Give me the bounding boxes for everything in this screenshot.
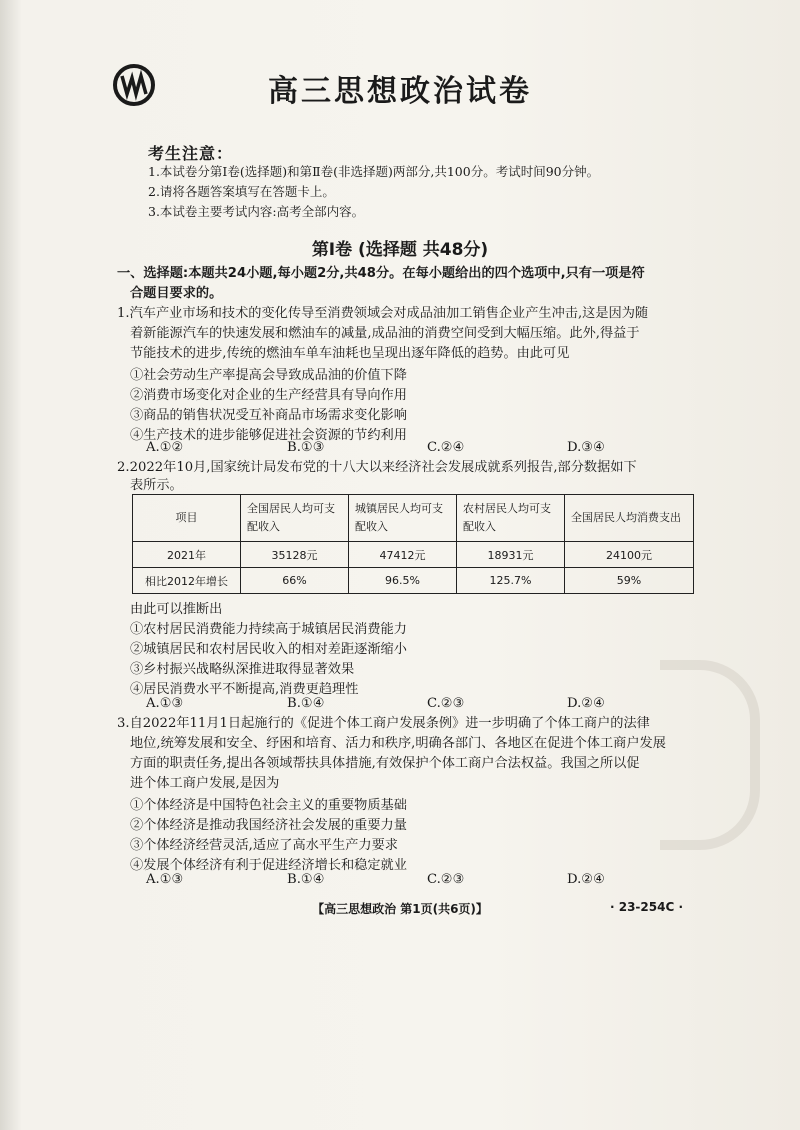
- q1-option-a: A.①②: [146, 440, 184, 455]
- table-header-cell: 全国居民人均消费支出: [565, 495, 694, 542]
- q3-stem-line: 方面的职责任务,提出各领域帮扶具体措施,有效保护个体工商户合法权益。我国之所以促: [130, 756, 640, 771]
- q2-stem-line: 2.2022年10月,国家统计局发布党的十八大以来经济社会发展成就系列报告,部分数据如下: [117, 460, 637, 475]
- q3-statement: ①个体经济是中国特色社会主义的重要物质基础: [130, 798, 407, 813]
- table-cell: 24100元: [565, 542, 694, 568]
- table-header-cell: 城镇居民人均可支配收入: [349, 495, 457, 542]
- table-cell: 96.5%: [349, 568, 457, 594]
- q3-stem-line: 地位,统筹发展和安全、纾困和培育、活力和秩序,明确各部门、各地区在促进个体工商户发展: [130, 736, 666, 751]
- q2-lead: 由此可以推断出: [130, 602, 223, 617]
- q1-option-c: C.②④: [427, 440, 465, 455]
- q2-statement: ③乡村振兴战略纵深推进取得显著效果: [130, 662, 355, 677]
- table-cell: 18931元: [457, 542, 565, 568]
- notice-item: 2.请将各题答案填写在答题卡上。: [148, 184, 335, 199]
- q2-option-d: D.②④: [567, 696, 605, 711]
- table-header-cell: 全国居民人均可支配收入: [241, 495, 349, 542]
- q3-statement: ③个体经济经营灵活,适应了高水平生产力要求: [130, 838, 398, 853]
- q3-option-b: B.①④: [287, 872, 325, 887]
- table-cell: 相比2012年增长: [133, 568, 241, 594]
- q2-option-b: B.①④: [287, 696, 325, 711]
- q1-statement: ③商品的销售状况受互补商品市场需求变化影响: [130, 408, 407, 423]
- q2-option-a: A.①③: [146, 696, 184, 711]
- page-footer: 【高三思想政治 第1页(共6页)】: [312, 902, 488, 916]
- section-instruction: 一、选择题:本题共24小题,每小题2分,共48分。在每小题给出的四个选项中,只有一项是符: [117, 266, 645, 281]
- q2-statement: ②城镇居民和农村居民收入的相对差距逐渐缩小: [130, 642, 407, 657]
- q2-option-c: C.②③: [427, 696, 465, 711]
- table-header-cell: 农村居民人均可支配收入: [457, 495, 565, 542]
- table-header-cell: 项目: [133, 495, 241, 542]
- income-data-table: [132, 494, 694, 594]
- section-heading: 第Ⅰ卷 (选择题 共48分): [311, 240, 489, 260]
- table-row: [133, 568, 694, 594]
- table-cell: 66%: [241, 568, 349, 594]
- table-cell: 35128元: [241, 542, 349, 568]
- q1-option-d: D.③④: [567, 440, 605, 455]
- table-cell: 125.7%: [457, 568, 565, 594]
- q1-option-b: B.①③: [287, 440, 325, 455]
- q2-stem-line: 表所示。: [130, 478, 183, 493]
- table-cell: 2021年: [133, 542, 241, 568]
- page-title: 高三思想政治试卷: [268, 74, 532, 109]
- table-row: [133, 542, 694, 568]
- notice-title: 考生注意：: [148, 144, 234, 163]
- q3-option-c: C.②③: [427, 872, 465, 887]
- q1-statement: ①社会劳动生产率提高会导致成品油的价值下降: [130, 368, 407, 383]
- q3-option-d: D.②④: [567, 872, 605, 887]
- exam-code: · 23-254C ·: [610, 900, 684, 914]
- q1-stem-line: 着新能源汽车的快速发展和燃油车的减量,成品油的消费空间受到大幅压缩。此外,得益于: [130, 326, 640, 341]
- q1-statement: ④生产技术的进步能够促进社会资源的节约利用: [130, 428, 407, 443]
- table-cell: 47412元: [349, 542, 457, 568]
- q3-statement: ②个体经济是推动我国经济社会发展的重要力量: [130, 818, 407, 833]
- q3-option-a: A.①③: [146, 872, 184, 887]
- q1-statement: ②消费市场变化对企业的生产经营具有导向作用: [130, 388, 407, 403]
- q3-statement: ④发展个体经济有利于促进经济增长和稳定就业: [130, 858, 407, 873]
- section-instruction-cont: 合题目要求的。: [130, 286, 223, 301]
- q2-statement: ①农村居民消费能力持续高于城镇居民消费能力: [130, 622, 407, 637]
- table-header-row: [133, 495, 694, 542]
- q2-statement: ④居民消费水平不断提高,消费更趋理性: [130, 682, 359, 697]
- q3-stem-line: 3.自2022年11月1日起施行的《促进个体工商户发展条例》进一步明确了个体工商户的法律: [117, 716, 650, 731]
- q1-stem-line: 节能技术的进步,传统的燃油车单车油耗也呈现出逐年降低的趋势。由此可见: [130, 346, 570, 361]
- q3-stem-line: 进个体工商户发展,是因为: [130, 776, 280, 791]
- notice-item: 1.本试卷分第Ⅰ卷(选择题)和第Ⅱ卷(非选择题)两部分,共100分。考试时间90分钟。: [148, 164, 600, 179]
- notice-item: 3.本试卷主要考试内容:高考全部内容。: [148, 204, 365, 219]
- q1-stem-line: 1.汽车产业市场和技术的变化传导至消费领域会对成品油加工销售企业产生冲击,这是因为随: [117, 306, 649, 321]
- table-cell: 59%: [565, 568, 694, 594]
